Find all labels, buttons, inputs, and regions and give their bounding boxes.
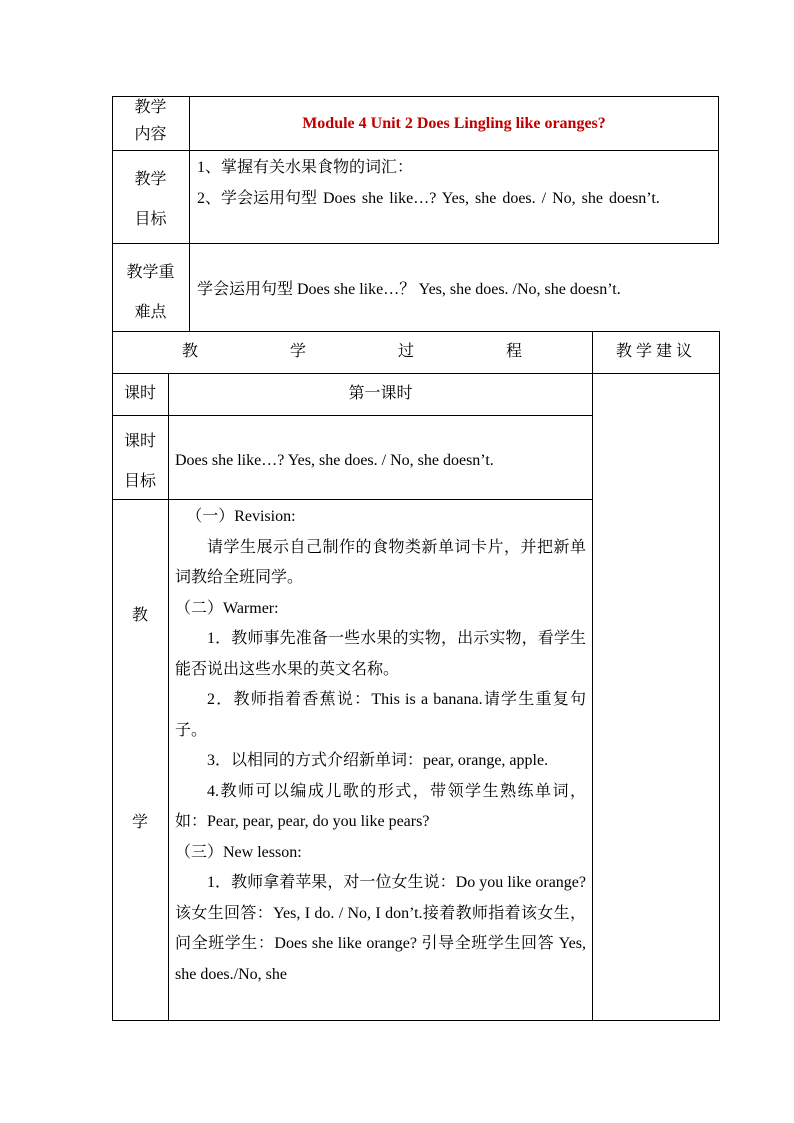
- suggestion-header: 教学建议: [615, 343, 696, 360]
- lesson-objective-value: Does she like…? Yes, she does. / No, she doesn’t.: [175, 452, 494, 469]
- lesson-objective-label: 课时 目标: [123, 433, 156, 490]
- table2-top-border: [112, 331, 720, 332]
- teaching-content-label: 教学 内容: [134, 99, 167, 143]
- lesson-label: 课时: [123, 385, 156, 402]
- table2-row2-bottom: [112, 499, 593, 500]
- section-warmer-heading: （二）Warmer:: [175, 599, 279, 617]
- teaching-process-content: [175, 502, 586, 1019]
- key-points-label: 教学重 难点: [126, 264, 175, 321]
- section-new-lesson-heading: （三）New lesson:: [175, 843, 302, 861]
- teaching-label-1: 教: [131, 607, 148, 624]
- table1-right-border: [718, 96, 719, 244]
- new-lesson-step-1: 1．教师拿着苹果，对一位女生说：Do you like orange? 该女生回答：Yes, I do. / No, I don’t.接着教师指着该女生，问全班学生：Does she like orange? 引导全班学生回答 Yes, she does./No, she: [175, 874, 586, 983]
- section-revision-heading: （一）Revision:: [186, 508, 296, 525]
- table2-row1-bottom: [112, 415, 593, 416]
- goal-item-1: 1、掌握有关水果食物的词汇：: [197, 159, 414, 176]
- table1-top-border: [112, 96, 719, 97]
- process-header: 教 学 过 程: [181, 343, 522, 360]
- teaching-goal-label: 教学 目标: [134, 171, 167, 228]
- table2-bottom-border: [112, 1020, 720, 1021]
- goal-item-2: 2、学会运用句型 Does she like…? Yes, she does. / No, she doesn’t.: [197, 189, 660, 207]
- key-points-content: 学会运用句型 Does she like…？ Yes, she does. /No, she doesn’t.: [197, 281, 621, 298]
- table2-header-bottom: [112, 373, 720, 374]
- lesson-title: Module 4 Unit 2 Does Lingling like oranges?: [302, 115, 606, 132]
- warmer-step-4: 4.教师可以编成儿歌的形式，带领学生熟练单词，如：Pear, pear, pear, do you like pears?: [175, 782, 586, 830]
- table2-suggest-col-border: [592, 331, 593, 1021]
- warmer-step-2: 2．教师指着香蕉说：This is a banana.请学生重复句子。: [175, 691, 586, 739]
- table2-right-border: [719, 331, 720, 1021]
- table1-row1-bottom: [112, 150, 719, 151]
- warmer-step-1: 1．教师事先准备一些水果的实物，出示实物，看学生能否说出这些水果的英文名称。: [175, 630, 586, 678]
- teaching-label-2: 学: [131, 814, 148, 831]
- warmer-step-3: 3．以相同的方式介绍新单词：pear, orange, apple.: [207, 752, 549, 769]
- teaching-goal-content: [197, 153, 712, 214]
- table1-row2-bottom: [112, 243, 719, 244]
- table2-label-col-border: [168, 373, 169, 1021]
- lesson-value: 第一课时: [348, 385, 413, 402]
- section-revision-text: 请学生展示自己制作的食物类新单词卡片，并把新单词教给全班同学。: [175, 538, 586, 586]
